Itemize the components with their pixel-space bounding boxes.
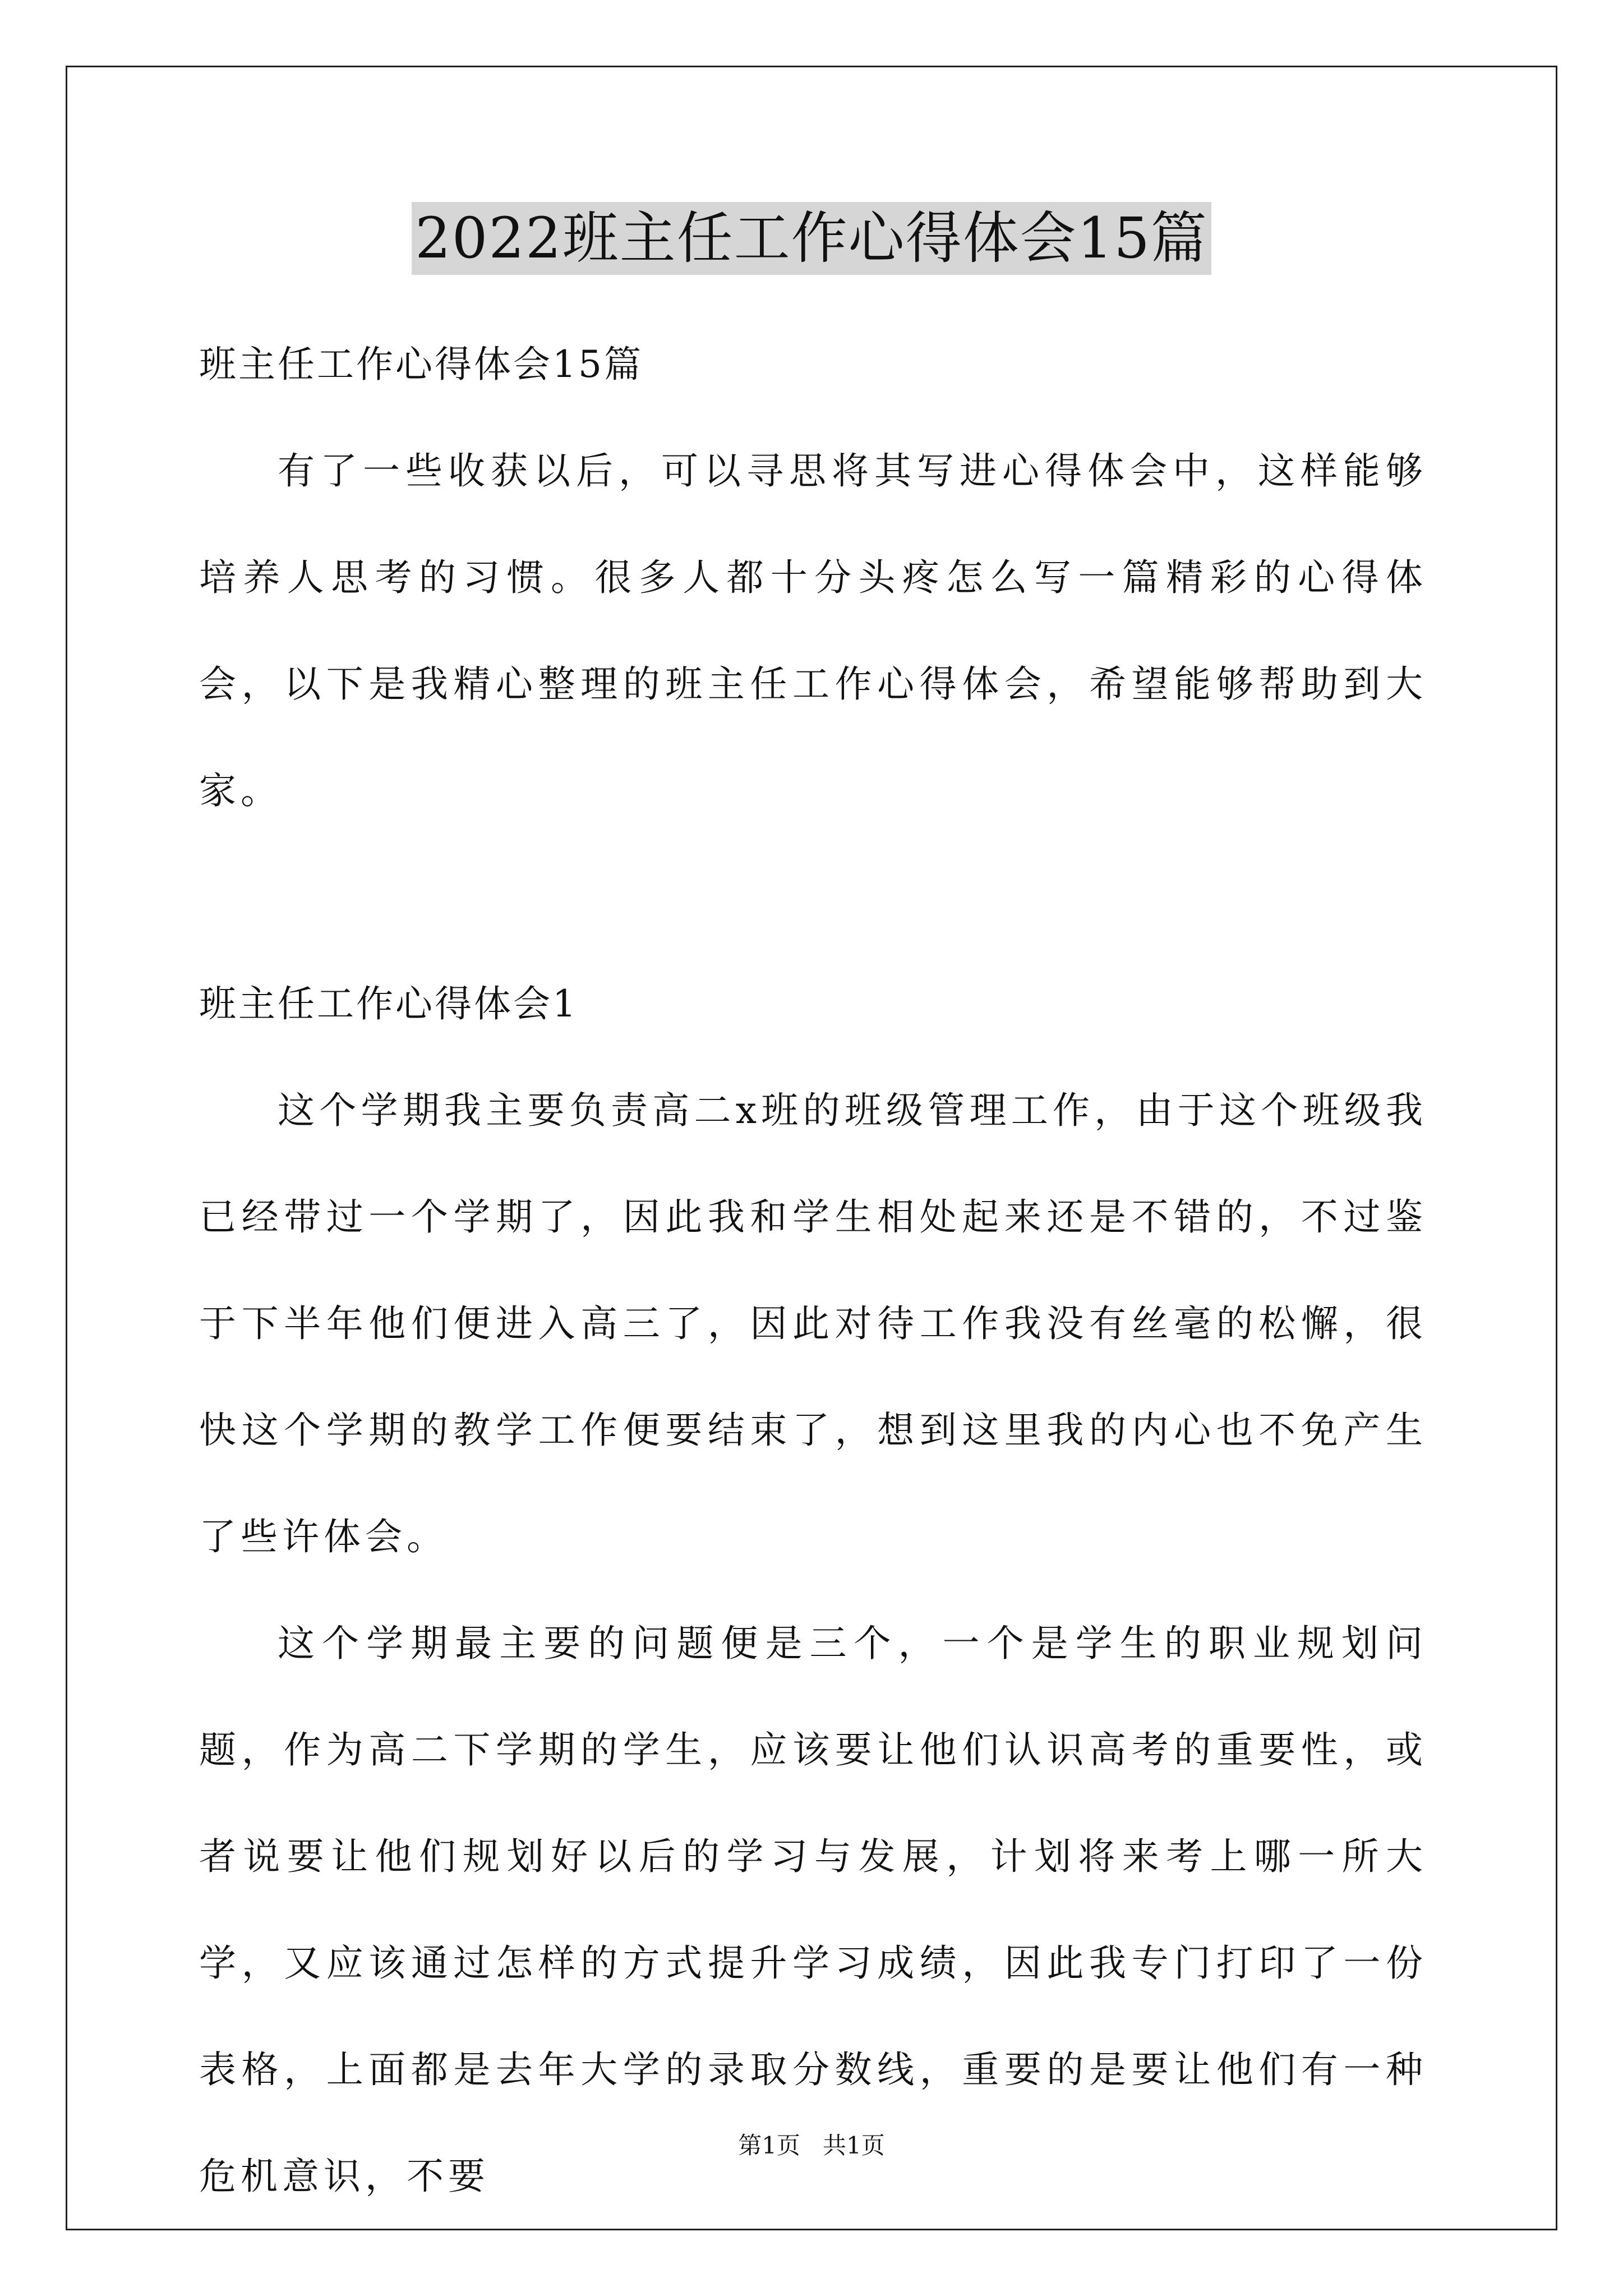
- body-paragraph-2: 这个学期最主要的问题便是三个，一个是学生的职业规划问题，作为高二下学期的学生，应该要让他们认识高考的重要性，或者说要让他们规划好以后的学习与发展，计划将来考上哪一所大学，又应该通过怎样的方式提升学习成绩，因此我专门打印了一份表格，上面都是去年大学的录取分数线，重要的是要让他们有一种危机意识，不要: [199, 1622, 1427, 2198]
- document-title: 2022班主任工作心得体会15篇: [412, 202, 1211, 275]
- section-heading: 班主任工作心得体会1: [199, 982, 578, 1025]
- page-number-footer: 第1页 共1页: [738, 2132, 885, 2159]
- document-subtitle: 班主任工作心得体会15篇: [199, 343, 643, 386]
- intro-paragraph: 有了一些收获以后，可以寻思将其写进心得体会中，这样能够培养人思考的习惯。很多人都十分头疼怎么写一篇精彩的心得体会，以下是我精心整理的班主任工作心得体会，希望能够帮助到大家。: [199, 449, 1427, 812]
- title-container: [0, 202, 1623, 275]
- blank-line: [199, 844, 1427, 951]
- body-paragraph-1: 这个学期我主要负责高二x班的班级管理工作，由于这个班级我已经带过一个学期了，因此我和学生相处起来还是不错的，不过鉴于下半年他们便进入高三了，因此对待工作我没有丝毫的松懈，很快这个学期的教学工作便要结束了，想到这里我的内心也不免产生了些许体会。: [199, 1089, 1427, 1558]
- document-body: [199, 311, 1427, 2230]
